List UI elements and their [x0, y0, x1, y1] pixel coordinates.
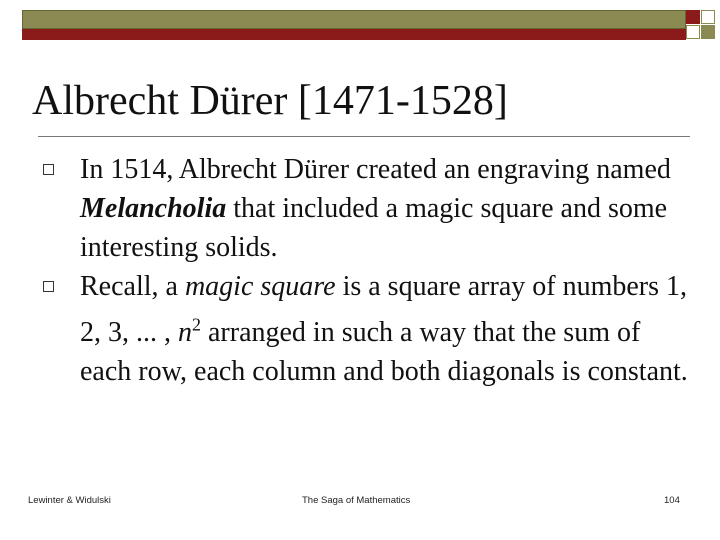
text-run: that included a magic square and some interesting solids.: [80, 193, 668, 263]
text-run-italic: n: [178, 317, 192, 349]
footer-page-number: 104: [664, 495, 680, 506]
text-run: Recall, a: [80, 271, 185, 302]
corner-square: [686, 25, 700, 39]
header-corner-squares: [686, 10, 716, 40]
corner-square: [701, 10, 715, 24]
text-run-italic: magic square: [184, 271, 336, 302]
text-run: is a square array of numbers 1, 2, 3, ... ,: [80, 271, 687, 349]
text-run: In 1514, Albrecht Dürer created an engraving named: [80, 154, 671, 185]
bullet-item: [40, 150, 690, 267]
text-run: arranged in such a way that the sum of each row, each column and both diagonals is constant.: [80, 317, 688, 388]
corner-square: [686, 10, 700, 24]
bullet-item: [40, 267, 690, 391]
bullet-text-2: [80, 271, 688, 387]
bullet-list: [40, 150, 690, 391]
title-divider: [38, 136, 690, 137]
hollow-square-bullet-icon: [43, 164, 54, 175]
text-run-emphasis: Melancholia: [80, 193, 227, 224]
header-band-olive: [22, 10, 686, 29]
footer-authors: Lewinter & Widulski: [28, 495, 111, 506]
slide-title: Albrecht Dürer [1471-1528]: [32, 78, 508, 124]
superscript: 2: [192, 315, 201, 335]
header-band-red: [22, 29, 686, 40]
corner-square: [701, 25, 715, 39]
footer-title: The Saga of Mathematics: [302, 495, 411, 506]
bullet-text-1: [80, 154, 671, 263]
hollow-square-bullet-icon: [43, 281, 54, 292]
